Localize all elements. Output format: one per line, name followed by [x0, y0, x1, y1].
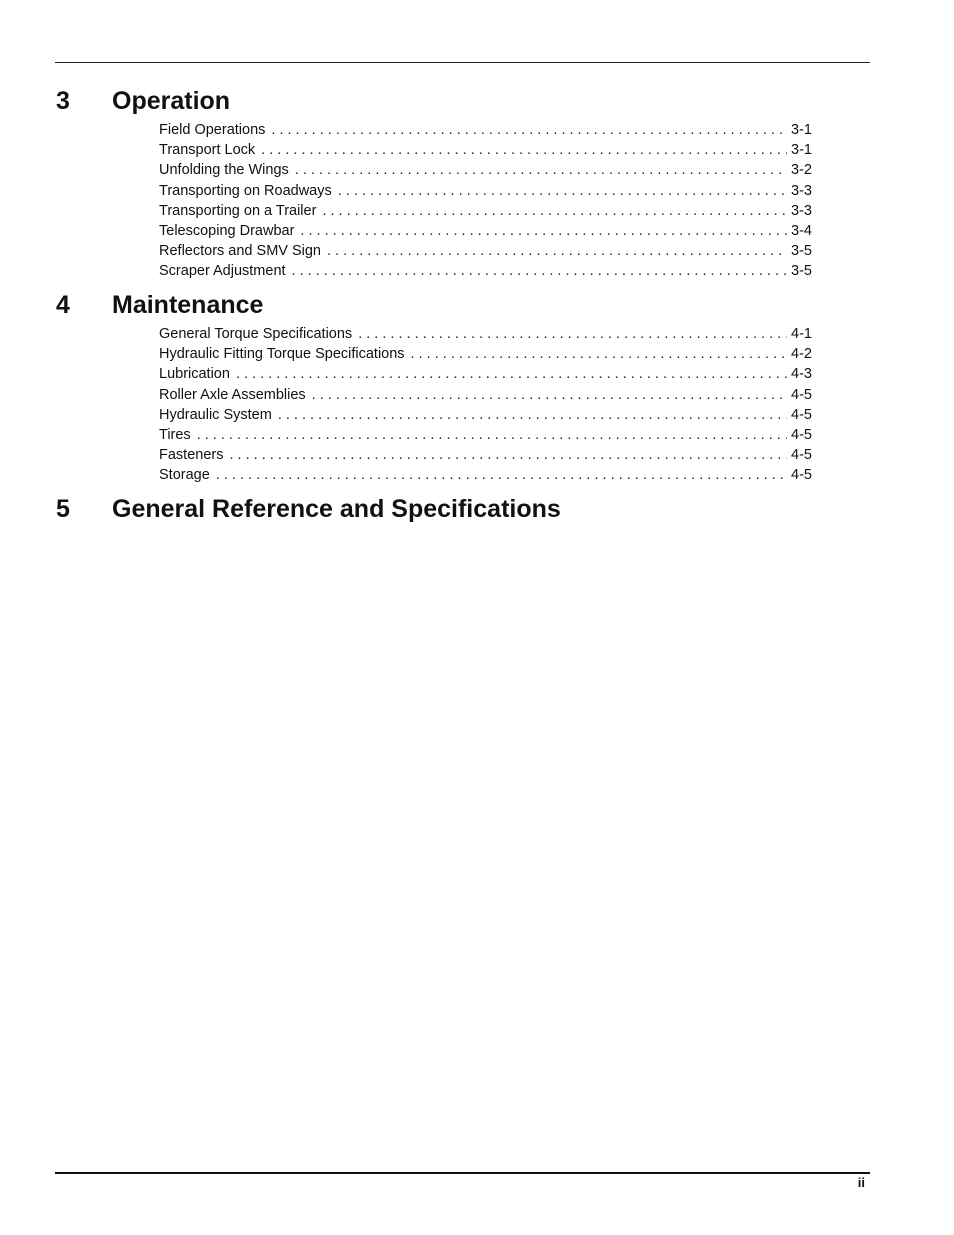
toc-entry[interactable] [159, 465, 812, 485]
dot-leader [197, 425, 787, 445]
toc-entry-title: Transporting on Roadways [159, 182, 332, 199]
toc-entry-page: 4-5 [791, 467, 812, 484]
toc-entry-title: Field Operations [159, 122, 266, 138]
toc-entry-title: Transport Lock [159, 142, 256, 159]
toc-entry-title: Telescoping Drawbar [159, 222, 295, 239]
section-number: 3 [56, 87, 70, 115]
dot-leader [216, 465, 787, 485]
toc-entry-title: Transporting on a Trailer [159, 202, 317, 219]
toc-entry-page: 4-2 [791, 346, 812, 363]
section-title: Maintenance [112, 291, 264, 319]
section-heading [0, 290, 954, 324]
toc-entry-title: Hydraulic Fitting Torque Specifications [159, 346, 405, 363]
toc-entry-page: 3-2 [791, 162, 812, 179]
dot-leader [295, 160, 787, 180]
dot-leader [229, 445, 787, 465]
toc-entry-title: Roller Axle Assemblies [159, 386, 306, 403]
toc-entry-page: 3-5 [791, 243, 812, 260]
toc-entry-page: 4-1 [791, 326, 812, 342]
page-number: ii [857, 1175, 865, 1190]
section-number: 4 [56, 291, 70, 319]
toc-entry[interactable] [159, 221, 812, 241]
toc-entry-title: Reflectors and SMV Sign [159, 243, 321, 260]
dot-leader [300, 221, 787, 241]
toc-entry-page: 3-4 [791, 222, 812, 239]
toc-entry[interactable] [159, 261, 812, 281]
toc-entry-list [159, 120, 812, 282]
toc-entry-title: General Torque Specifications [159, 326, 353, 342]
toc-entry-title: Lubrication [159, 366, 230, 383]
dot-leader [411, 344, 787, 364]
dot-leader [358, 324, 787, 344]
toc-entry[interactable] [159, 425, 812, 445]
section-heading [0, 86, 954, 120]
toc-entry-page: 4-3 [791, 366, 812, 383]
toc-entry[interactable] [159, 181, 812, 201]
toc-entry-page: 4-5 [791, 426, 812, 443]
header-rule [55, 62, 870, 63]
toc-entry[interactable] [159, 140, 812, 160]
toc-entry[interactable] [159, 160, 812, 180]
toc-entry-page: 4-5 [791, 447, 812, 464]
dot-leader [327, 241, 787, 261]
toc-entry-page: 3-1 [791, 122, 812, 138]
dot-leader [312, 385, 787, 405]
toc-entry[interactable] [159, 120, 812, 140]
toc-entry[interactable] [159, 405, 812, 425]
section-number: 5 [56, 495, 70, 523]
toc-entry-page: 3-3 [791, 182, 812, 199]
toc-entry-title: Storage [159, 467, 210, 484]
toc-entry-title: Unfolding the Wings [159, 162, 289, 179]
toc-entry[interactable] [159, 445, 812, 465]
toc-entry-title: Fasteners [159, 447, 224, 464]
toc-entry-page: 3-1 [791, 142, 812, 159]
toc-entry-page: 4-5 [791, 406, 812, 423]
dot-leader [278, 405, 787, 425]
toc-entry-title: Scraper Adjustment [159, 263, 286, 280]
toc-entry-page: 4-5 [791, 386, 812, 403]
footer-rule [55, 1172, 870, 1174]
dot-leader [338, 181, 787, 201]
toc-entry[interactable] [159, 385, 812, 405]
toc-entry[interactable] [159, 241, 812, 261]
dot-leader [322, 201, 787, 221]
toc-entry[interactable] [159, 364, 812, 384]
section-heading[interactable] [0, 494, 954, 528]
toc-entry[interactable] [159, 324, 812, 344]
toc-entry-title: Tires [159, 426, 191, 443]
dot-leader [271, 120, 787, 140]
dot-leader [261, 140, 787, 160]
toc-entry-title: Hydraulic System [159, 406, 272, 423]
toc-section-general-reference [0, 494, 954, 528]
toc-section-maintenance [0, 290, 954, 486]
toc-entry-list [159, 324, 812, 486]
toc-entry[interactable] [159, 344, 812, 364]
toc-entry[interactable] [159, 201, 812, 221]
toc-entry-page: 3-5 [791, 263, 812, 280]
dot-leader [292, 261, 787, 281]
toc-section-operation [0, 86, 954, 282]
toc-entry-page: 3-3 [791, 202, 812, 219]
section-title: General Reference and Specifications [112, 495, 561, 523]
dot-leader [236, 364, 787, 384]
section-title: Operation [112, 87, 231, 115]
